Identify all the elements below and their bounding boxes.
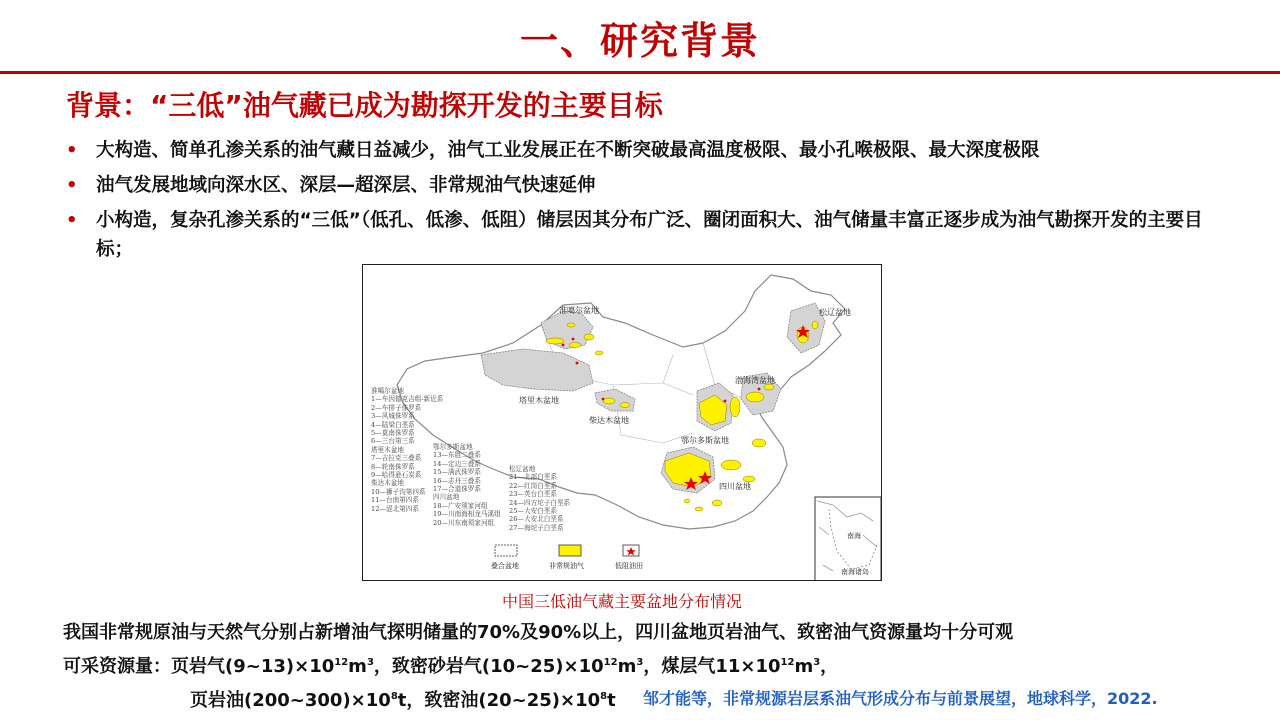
reference-citation: 邹才能等，非常规源岩层系油气形成分布与前景展望，地球科学，2022. — [643, 689, 1158, 708]
label-junggar: 准噶尔盆地 — [559, 306, 599, 315]
bullet-list — [66, 136, 1226, 270]
key-overlap-label: 叠合盆地 — [491, 562, 519, 570]
key-unconventional-swatch — [559, 545, 581, 556]
legend-column-2: 鄂尔多斯盆地 13—东胜二叠系 14—定边三叠系 15—满武侏罗系 16—志丹三叠系 17—合道侏罗系 四川盆地 18—广安须家河组 19—川南海相龙马溪组 20—川东南须家河组 — [433, 443, 501, 527]
label-qaidam: 柴达木盆地 — [589, 416, 629, 425]
bullet-item — [66, 206, 1226, 264]
bullet-dot-icon: • — [66, 140, 78, 161]
label-songliao: 松辽盆地 — [819, 308, 851, 317]
bullet-text: 小构造，复杂孔渗关系的“三低”（低孔、低渗、低阻）储层因其分布广泛、圈闭面积大、油气储量丰富正逐步成为油气勘探开发的主要目标； — [96, 210, 1203, 260]
bullet-text: 油气发展地域向深水区、深层—超深层、非常规油气快速延伸 — [96, 175, 596, 196]
key-overlap-swatch — [495, 545, 517, 556]
key-low-resistivity-label: 低阻油田 — [615, 562, 643, 570]
section-subtitle: 背景：“三低”油气藏已成为勘探开发的主要目标 — [66, 89, 663, 122]
bullet-text: 大构造、简单孔渗关系的油气藏日益减少，油气工业发展正在不断突破最高温度极限、最小孔喉极限、最大深度极限 — [96, 140, 1040, 161]
key-unconventional-label: 非常规油气 — [549, 562, 584, 570]
legend-column-3: 松辽盆地 21—北部白垩系 22—红岗白垩系 23—英台白垩系 24—四方坨子白垩系 25—大安白垩系 26—大安北白垩系 27—海坨子白垩系 — [509, 465, 571, 532]
recoverable-resources-line2: 页岩油$(200\sim 300)\times 10^8t$，致密油$(20\sim 25)\times 10^8t$ — [190, 690, 616, 711]
reserves-statement: 我国非常规原油与天然气分别占新增油气探明储量的70%及90%以上，四川盆地页岩油气、致密油气资源量均十分可观 — [63, 622, 1014, 643]
bullet-item — [66, 171, 1226, 200]
bullet-dot-icon: • — [66, 210, 78, 231]
label-sichuan: 四川盆地 — [719, 482, 751, 491]
label-ordos: 鄂尔多斯盆地 — [681, 436, 729, 445]
resources-label: 可采资源量： — [63, 656, 171, 677]
legend-column-1: 准噶尔盆地 1—车因德克吉组-新近系 2—车排子侏罗系 3—风城侏罗系 4—陆梁白垩系 5—莫南侏罗系 6—三台第三系 塔里木盆地 7—吉拉克三叠系 8—轮南侏罗系 9—哈得逊石炭系 柴达木盆地 10—狮子沟第四系 11—台南第四系 12—涩北第四系 — [371, 387, 444, 513]
bullet-item — [66, 136, 1226, 165]
recoverable-resources-line1: 可采资源量：页岩气$(9\sim 13)\times 10^{12}m^3$，致密砂岩气$(10\sim 25)\times 10^{12}m^3$，煤层气$11\times 10^{12}m^3$， — [63, 656, 839, 677]
title-divider — [0, 71, 1280, 74]
label-bohai: 渤海湾盆地 — [735, 376, 775, 385]
label-tarim: 塔里木盆地 — [519, 396, 559, 405]
china-basin-map — [362, 264, 882, 581]
inset-sea-label: 南海 — [847, 532, 861, 540]
map-caption: 中国三低油气藏主要盆地分布情况 — [501, 592, 742, 611]
slide-title: 一、研究背景 — [519, 19, 760, 63]
bullet-dot-icon: • — [66, 175, 78, 196]
inset-islands-label: 南海诸岛 — [841, 568, 869, 576]
